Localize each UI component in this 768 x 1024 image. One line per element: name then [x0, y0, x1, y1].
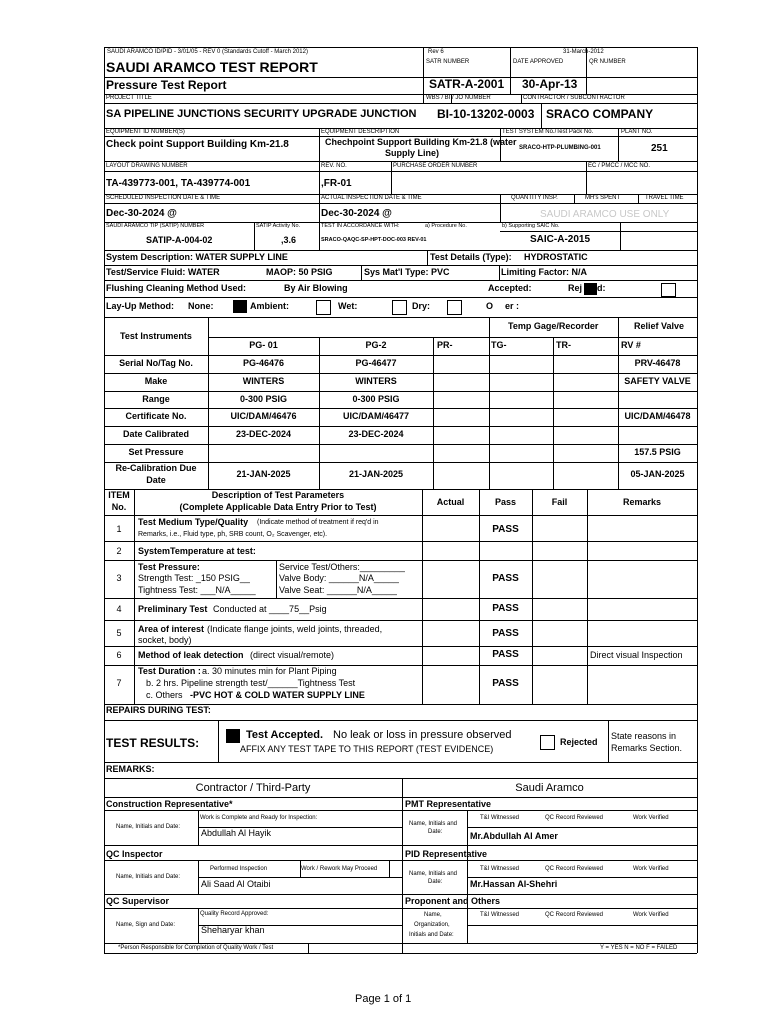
col-tr: TR-	[556, 340, 571, 350]
item-number-5: 5	[116, 628, 122, 638]
range-pg01: 0-300 PSIG	[239, 394, 288, 404]
pmt-qc-reviewed: QC Record Reviewed	[545, 815, 604, 821]
qc-supervisor-label: QC Supervisor	[106, 896, 170, 906]
date-approved: 30-Apr-13	[522, 77, 578, 91]
item6-title: Method of leak detection	[138, 650, 244, 660]
ec-pmcc-label: EC / PMCC / MCC NO.	[588, 163, 651, 169]
work-ready-label: Work is Complete and Ready for Inspection:	[200, 815, 318, 821]
report-subtitle: Pressure Test Report	[106, 78, 227, 92]
org-label-line2: Organization,	[414, 922, 450, 928]
travel-time-label: TRAVEL TIME	[645, 195, 684, 201]
form-revision: Rev 6	[428, 49, 444, 55]
satip-activity-label: SATIP Activity No.	[256, 223, 301, 229]
item4-title: Preliminary Test	[138, 604, 208, 614]
col-tg: TG-	[491, 340, 507, 350]
state-reasons-line2: Remarks Section.	[611, 743, 683, 753]
system-description: System Description: WATER SUPPLY LINE	[106, 252, 288, 262]
test-fluid: Test/Service Fluid: WATER	[106, 267, 220, 277]
layup-dry-checkbox[interactable]	[447, 300, 462, 315]
quantity-insp-label: QUANTITY INSP.	[511, 195, 558, 201]
pass-header: Pass	[494, 497, 517, 507]
item7-pass: PASS	[492, 678, 519, 689]
flushing-method-label: Flushing Cleaning Method Used:	[106, 283, 246, 293]
satip-number: SATIP-A-004-02	[146, 235, 213, 245]
prop-work-verified: Work Verified	[633, 912, 669, 918]
item6-remarks: Direct visual Inspection	[590, 650, 683, 660]
test-system-number: SRACO-HTP-PLUMBING-001	[519, 145, 601, 151]
procedure-no-label: a) Procedure No.	[425, 223, 467, 229]
qci-name-date-label: Name, Initials and Date:	[116, 874, 181, 880]
item5-pass: PASS	[492, 628, 519, 639]
page-number: Page 1 of 1	[355, 993, 412, 1005]
pid-qc-reviewed: QC Record Reviewed	[545, 866, 604, 872]
item6-note: (direct visual/remote)	[250, 650, 335, 660]
set-pressure-rv: 157.5 PSIG	[634, 447, 681, 457]
qc-inspector-label: QC Inspector	[106, 849, 163, 859]
footnote: *Person Responsible for Completion of Quality Work / Test	[118, 945, 274, 951]
org-label-line3: Initials and Date:	[409, 932, 454, 938]
layup-other-suffix: er :	[505, 301, 520, 311]
pid-work-verified: Work Verified	[633, 866, 669, 872]
row-label-serial: Serial No/Tag No.	[119, 358, 193, 368]
scheduled-date-label: SCHEDULED INSPECTION DATE & TIME	[106, 195, 221, 201]
performed-inspection-label: Performed Inspection	[210, 866, 268, 872]
row-label-recal-line2: Date	[146, 475, 166, 485]
rework-proceed-label: Work / Rework May Proceed	[301, 866, 378, 872]
pmt-work-verified: Work Verified	[633, 815, 669, 821]
project-title-label: PROJECT TITLE	[106, 95, 152, 101]
saic-label: b) Supporting SAIC No.	[502, 223, 560, 229]
col-rv: RV #	[621, 340, 641, 350]
plant-no-label: PLANT NO.	[621, 129, 653, 135]
qc-supervisor-name: Sheharyar khan	[201, 925, 265, 935]
item3-pass: PASS	[492, 573, 519, 584]
procedure-number: SRACO-QAQC-SP-HPT-DOC-003 REV-01	[321, 237, 427, 243]
saic-number: SAIC-A-2015	[530, 234, 591, 245]
quality-record-approved-label: Quality Record Approved:	[200, 911, 269, 917]
rejected-label: Rejected	[560, 737, 598, 747]
test-instruments-title: Test Instruments	[120, 331, 192, 341]
cert-pg2: UIC/DAM/46477	[342, 411, 410, 421]
desc-header-line1: Description of Test Parameters	[211, 490, 345, 500]
item-number-4: 4	[116, 604, 122, 614]
scheduled-date: Dec-30-2024 @	[106, 208, 177, 219]
qc-inspector-name: Ali Saad Al Otaibi	[201, 879, 271, 889]
aramco-heading: Saudi Aramco	[515, 782, 584, 794]
wbs-number: BI-10-13202-0003	[437, 107, 535, 121]
item1-title: Test Medium Type/Quality	[138, 517, 249, 527]
layup-method-label: Lay-Up Method:	[106, 301, 174, 311]
flushing-rejected-suffix: d:	[597, 283, 606, 293]
temp-gage-title: Temp Gage/Recorder	[508, 321, 599, 331]
rejected-checkbox[interactable]	[540, 735, 555, 750]
layup-ambient-label: Ambient:	[250, 301, 289, 311]
item7-line-b: b. 2 hrs. Pipeline strength test/______Tightness Test	[146, 678, 356, 688]
layup-none-label: None:	[188, 301, 214, 311]
test-details-label: Test Details (Type):	[430, 252, 512, 262]
satr-number: SATR-A-2001	[429, 77, 505, 91]
accepted-checkbox[interactable]	[226, 729, 240, 743]
form-date: 31-March-2012	[563, 49, 604, 55]
service-test: Service Test/Others:_________	[279, 562, 405, 572]
test-system-label: TEST SYSTEM No./Test Pack No.	[502, 129, 594, 135]
plant-number: 251	[651, 143, 668, 154]
layup-none-checkbox[interactable]	[233, 300, 247, 313]
date-approved-label: DATE APPROVED	[513, 59, 564, 65]
cons-name-date-label: Name, Initials and Date:	[116, 824, 181, 830]
pmt-date-label: Date:	[428, 829, 443, 835]
item-number-2: 2	[116, 546, 122, 556]
item-number-3: 3	[116, 573, 122, 583]
contractor-name: SRACO COMPANY	[546, 107, 654, 121]
qr-number-label: QR NUMBER	[589, 59, 626, 65]
row-label-certificate: Certificate No.	[125, 411, 187, 421]
valve-body: Valve Body: ______N/A_____	[279, 573, 399, 583]
serial-rv: PRV-46478	[634, 358, 681, 368]
item1-note2: Remarks, i.e., Fluid type, ph, SRB count, O₂ Scavenger, etc).	[138, 531, 328, 538]
pid-rep-label: PID Representative	[405, 849, 488, 859]
affix-tape-note: AFFIX ANY TEST TAPE TO THIS REPORT (TEST EVIDENCE)	[240, 744, 494, 754]
item4-detail: Conducted at ____75__Psig	[213, 604, 327, 614]
project-title: SA PIPELINE JUNCTIONS SECURITY UPGRADE JUNCTION	[106, 108, 417, 120]
pmt-rep-label: PMT Representative	[405, 799, 492, 809]
item4-pass: PASS	[492, 603, 519, 614]
form-reference: SAUDI ARAMCO ID/PID - 3/01/05 - REV 0 (Standards Cutoff - March 2012)	[107, 49, 308, 55]
item-header-line2: No.	[111, 502, 127, 512]
test-accepted-label: Test Accepted.	[246, 729, 324, 741]
state-reasons-line1: State reasons in	[611, 731, 677, 741]
equipment-id: Check point Support Building Km-21.8	[106, 139, 289, 150]
construction-rep-name: Abdullah Al Hayik	[201, 828, 272, 838]
layout-drawing-label: LAYOUT DRAWING NUMBER	[106, 163, 188, 169]
actual-date-label: ACTUAL INSPECTION DATE & TIME	[321, 195, 422, 201]
row-label-calibrated: Date Calibrated	[122, 429, 190, 439]
contractor-label: CONTRACTOR / SUBCONTRACTOR	[523, 95, 625, 101]
item1-pass: PASS	[492, 524, 519, 535]
rev-no-label: REV. NO.	[321, 163, 347, 169]
wbs-label: WBS / BI / JO NUMBER	[426, 95, 491, 101]
material-type: Sys Mat'l Type: PVC	[364, 267, 450, 277]
row-label-make: Make	[144, 376, 168, 386]
prop-ti-witnessed: T&I Witnessed	[480, 912, 520, 918]
tightness-test: Tightness Test: ___N/A_____	[138, 585, 256, 595]
pid-date-label: Date:	[428, 879, 443, 885]
equipment-desc-label: EQUIPMENT DESCRIPTION	[321, 129, 400, 135]
flushing-method: By Air Blowing	[284, 283, 348, 293]
fail-header: Fail	[551, 497, 568, 507]
make-pg01: WINTERS	[242, 376, 285, 386]
flushing-rejected-checkbox[interactable]	[661, 283, 676, 297]
item5-title: Area of interest	[138, 624, 205, 634]
satip-label: SAUDI ARAMCO TIP (SATIP) NUMBER	[106, 223, 205, 229]
test-accepted-note: No leak or loss in pressure observed	[333, 729, 512, 741]
qcs-name-sign-label: Name, Sign and Date:	[116, 922, 176, 928]
pid-name-label: Name, Initials and	[409, 871, 458, 877]
item-number-6: 6	[116, 650, 122, 660]
item1-note: (Indicate method of treatment if req'd in	[257, 519, 379, 526]
item7-line-c: c. Others	[146, 690, 183, 700]
revision-number: ,FR-01	[321, 178, 352, 189]
item7-line-a: a. 30 minutes min for Plant Piping	[202, 666, 337, 676]
equipment-id-label: EQUIPMENT ID NUMBER(S)	[106, 129, 185, 135]
test-details: HYDROSTATIC	[524, 252, 588, 262]
layup-wet-label: Wet:	[338, 301, 358, 311]
flushing-accepted-label: Accepted:	[488, 283, 532, 293]
maop: MAOP: 50 PSIG	[266, 267, 333, 277]
item2-title: SystemTemperature at test:	[138, 546, 256, 556]
remarks-label: REMARKS:	[106, 764, 155, 774]
serial-pg2: PG-46477	[355, 358, 397, 368]
actual-date: Dec-30-2024 @	[321, 208, 392, 219]
col-pg2: PG-2	[365, 340, 387, 350]
satr-label: SATR NUMBER	[426, 59, 470, 65]
range-pg2: 0-300 PSIG	[352, 394, 400, 404]
pmt-rep-name: Mr.Abdullah Al Amer	[470, 831, 558, 841]
row-label-range: Range	[142, 394, 170, 404]
col-pg01: PG- 01	[249, 340, 278, 350]
redaction-block	[584, 283, 597, 295]
repairs-label: REPAIRS DURING TEST:	[106, 705, 211, 715]
make-pg2: WINTERS	[355, 376, 397, 386]
serial-pg01: PG-46476	[242, 358, 285, 368]
recal-pg2: 21-JAN-2025	[348, 469, 404, 479]
prop-qc-reviewed: QC Record Reviewed	[545, 912, 604, 918]
calibrated-pg2: 23-DEC-2024	[348, 429, 404, 439]
accordance-label: TEST IN ACCORDANCE WITH:	[321, 223, 400, 229]
limiting-factor: Limiting Factor: N/A	[501, 267, 587, 277]
item3-title: Test Pressure:	[138, 562, 200, 572]
satip-activity: ,3.6	[281, 235, 297, 245]
mh-spent-label: MH's SPENT	[585, 195, 621, 201]
item6-pass: PASS	[492, 649, 519, 660]
item5-note: (Indicate flange joints, weld joints, threaded,	[207, 624, 383, 634]
desc-header-line2: (Complete Applicable Data Entry Prior to Test)	[179, 502, 377, 512]
pmt-ti-witnessed: T&I Witnessed	[480, 815, 520, 821]
item-number-1: 1	[116, 524, 122, 534]
item-header-line1: ITEM	[108, 490, 130, 500]
col-pr: PR-	[437, 340, 453, 350]
row-label-recal-line1: Re-Calibration Due	[115, 463, 197, 473]
equipment-desc-line2: Supply Line)	[385, 148, 439, 158]
org-label-line1: Name,	[424, 912, 442, 918]
row-label-set-pressure: Set Pressure	[128, 447, 184, 457]
recal-rv: 05-JAN-2025	[630, 469, 685, 479]
pmt-name-label: Name, Initials and	[409, 821, 458, 827]
contractor-heading: Contractor / Third-Party	[195, 782, 311, 794]
recal-pg01: 21-JAN-2025	[236, 469, 291, 479]
yes-no-legend: Y = YES N = NO F = FAILED	[600, 945, 678, 951]
strength-test: Strength Test: _150 PSIG__	[138, 573, 250, 583]
layup-dry-label: Dry:	[412, 301, 431, 311]
layup-wet-checkbox[interactable]	[392, 300, 407, 315]
pid-ti-witnessed: T&I Witnessed	[480, 866, 520, 872]
item5-note2: socket, body)	[138, 635, 192, 645]
flushing-rejected-prefix: Rej	[568, 283, 583, 293]
aramco-use-only: SAUDI ARAMCO USE ONLY	[540, 209, 670, 220]
construction-rep-label: Construction Representative*	[106, 799, 233, 809]
layup-ambient-checkbox[interactable]	[316, 300, 331, 315]
item-number-7: 7	[116, 678, 122, 688]
calibrated-pg01: 23-DEC-2024	[235, 429, 292, 439]
relief-valve-title: Relief Valve	[634, 321, 685, 331]
cert-pg01: UIC/DAM/46476	[230, 411, 297, 421]
test-results-label: TEST RESULTS:	[106, 736, 200, 750]
equipment-desc-line1: Chechpoint Support Building Km-21.8 (water	[325, 137, 517, 147]
valve-seat: Valve Seat: ______N/A_____	[279, 585, 397, 595]
actual-header: Actual	[436, 497, 465, 507]
item7-title: Test Duration :	[138, 666, 201, 676]
cert-rv: UIC/DAM/46478	[624, 411, 691, 421]
purchase-order-label: PURCHASE ORDER NUMBER	[393, 163, 478, 169]
layup-other-prefix: O	[486, 301, 494, 311]
make-rv: SAFETY VALVE	[624, 376, 691, 386]
report-title: SAUDI ARAMCO TEST REPORT	[106, 59, 318, 75]
remarks-header: Remarks	[622, 497, 662, 507]
item7-line-c-detail: -PVC HOT & COLD WATER SUPPLY LINE	[190, 690, 365, 700]
pid-rep-name: Mr.Hassan Al-Shehri	[470, 879, 558, 889]
layout-drawing-number: TA-439773-001, TA-439774-001	[106, 178, 251, 189]
proponent-label: Proponent and Others	[405, 896, 501, 906]
